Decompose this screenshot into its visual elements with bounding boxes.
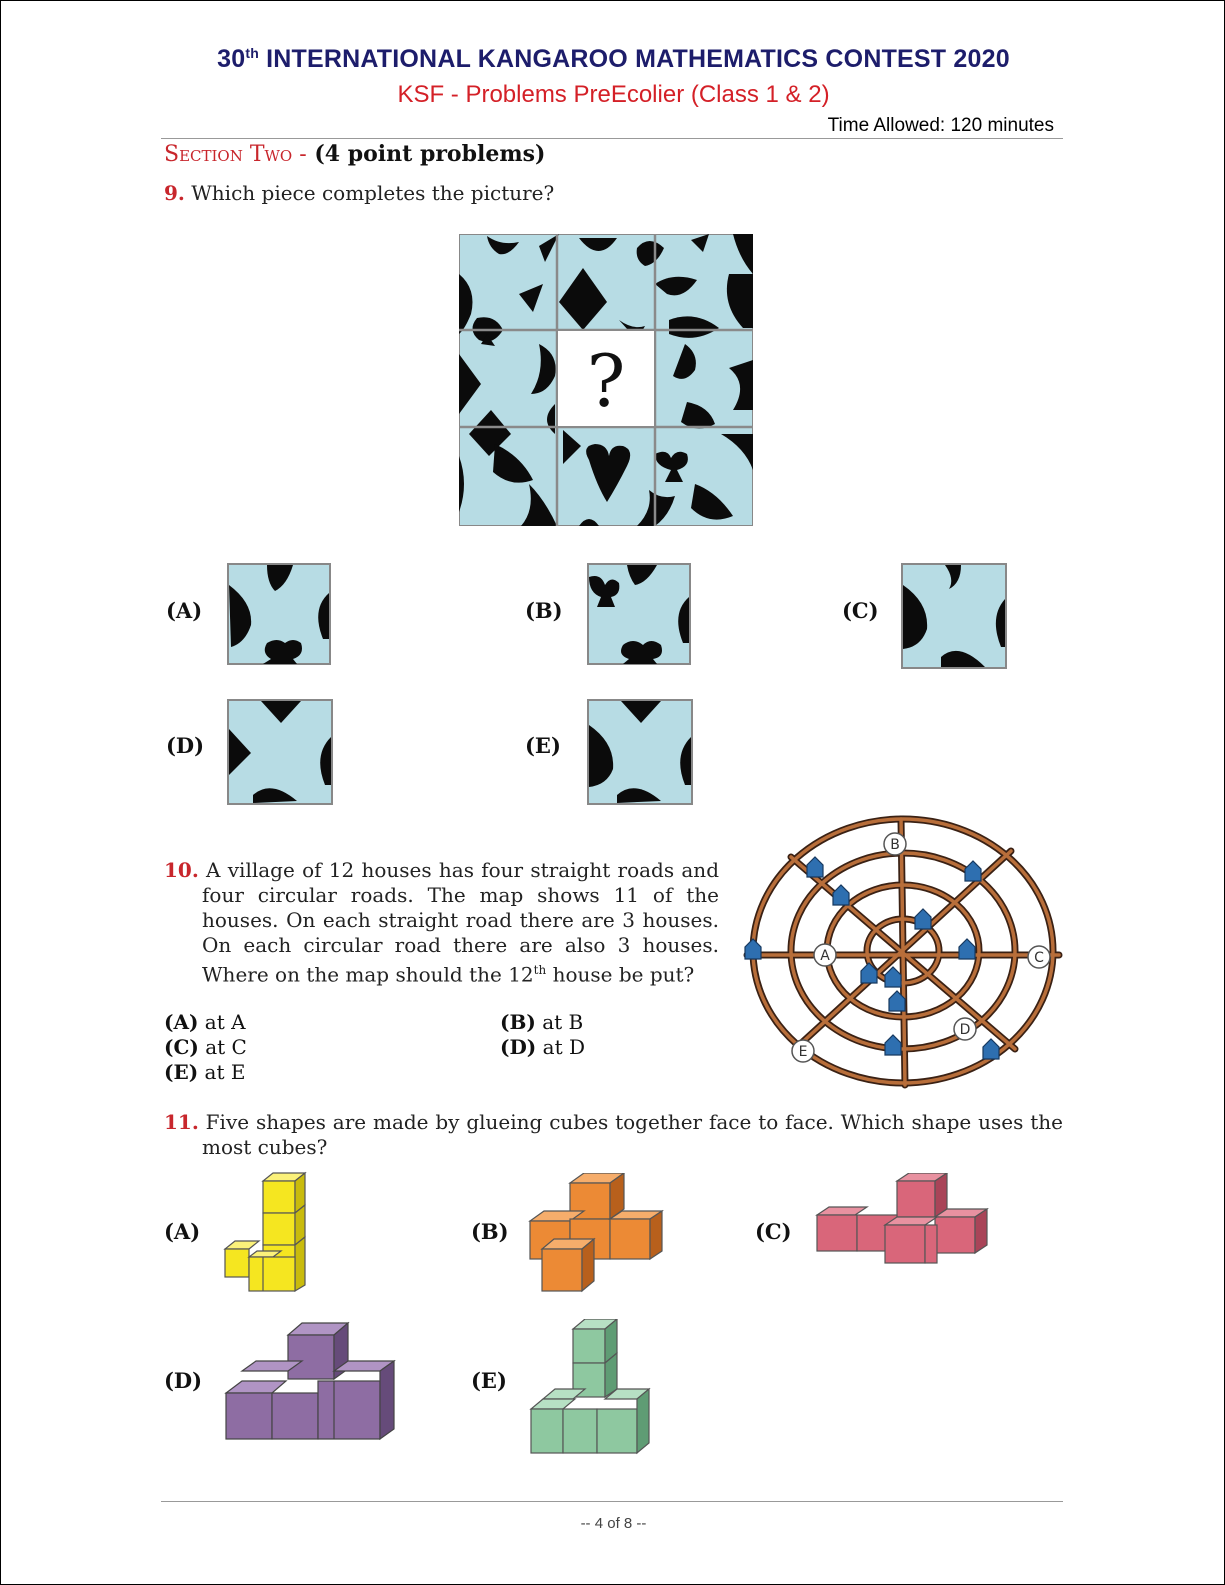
q11-shape-d[interactable]: [224, 1321, 400, 1455]
time-allowed: Time Allowed: 120 minutes: [827, 115, 1054, 136]
q10-answer-e[interactable]: (E) at E: [164, 1060, 246, 1084]
header-divider: [161, 138, 1063, 139]
q9-option-a-tile[interactable]: [227, 563, 331, 665]
q9-option-d-label: (D): [166, 733, 205, 758]
footer-divider: [161, 1501, 1063, 1502]
q11-option-c-label: (C): [755, 1219, 792, 1244]
map-spot-d: [954, 1018, 976, 1040]
contest-subtitle: KSF - Problems PreEcolier (Class 1 & 2): [397, 81, 830, 108]
svg-text:C: C: [1034, 950, 1044, 966]
q11-shape-b[interactable]: [528, 1173, 674, 1303]
page-number: -- 4 of 8 --: [580, 1515, 647, 1532]
q9-option-c-tile[interactable]: [901, 563, 1007, 669]
q11-option-a-label: (A): [164, 1219, 201, 1244]
q10-answer-c[interactable]: (C) at C: [164, 1035, 247, 1059]
village-map: [743, 809, 1063, 1093]
q9-option-a-label: (A): [166, 598, 203, 623]
q9-option-c-label: (C): [842, 598, 879, 623]
map-spot-e: [792, 1040, 814, 1062]
question-11: 11. Five shapes are made by glueing cubes together face to face. Which shape uses the most cubes?: [164, 1110, 1063, 1159]
svg-text:B: B: [890, 837, 900, 853]
q11-shape-c[interactable]: [815, 1173, 995, 1265]
svg-text:E: E: [798, 1044, 808, 1060]
section-heading: Section Two - (4 point problems): [164, 141, 546, 167]
q11-shape-e[interactable]: [529, 1319, 663, 1461]
contest-title: 30th INTERNATIONAL KANGAROO MATHEMATICS CONTEST 2020: [217, 45, 1010, 73]
q10-answer-b[interactable]: (B) at B: [500, 1010, 584, 1034]
question-10: 10. A village of 12 houses has four straight roads and four circular roads. The map shows 11 of the houses. On each straight road there are 3 houses. On each circular road there are also 3 houses. Where on the map should the 12th house be put?: [164, 858, 719, 987]
map-spot-c: [1028, 946, 1050, 968]
q11-option-e-label: (E): [471, 1368, 507, 1393]
q11-option-d-label: (D): [164, 1368, 203, 1393]
map-spot-a: [814, 944, 836, 966]
svg-text:A: A: [820, 948, 830, 964]
q9-option-b-label: (B): [525, 598, 563, 623]
q9-option-e-tile[interactable]: [587, 699, 693, 805]
q9-option-b-tile[interactable]: [587, 563, 691, 665]
svg-text:D: D: [959, 1022, 971, 1038]
q9-option-e-label: (E): [525, 733, 561, 758]
q11-shape-a[interactable]: [223, 1171, 315, 1299]
map-spot-b: [884, 833, 906, 855]
question-mark: ?: [586, 339, 626, 423]
q9-option-d-tile[interactable]: [227, 699, 333, 805]
q11-option-b-label: (B): [471, 1219, 509, 1244]
question-9: 9. Which piece completes the picture?: [164, 181, 555, 205]
q10-answer-a[interactable]: (A) at A: [164, 1010, 246, 1034]
q10-answer-d[interactable]: (D) at D: [500, 1035, 585, 1059]
puzzle-grid: [459, 234, 753, 526]
